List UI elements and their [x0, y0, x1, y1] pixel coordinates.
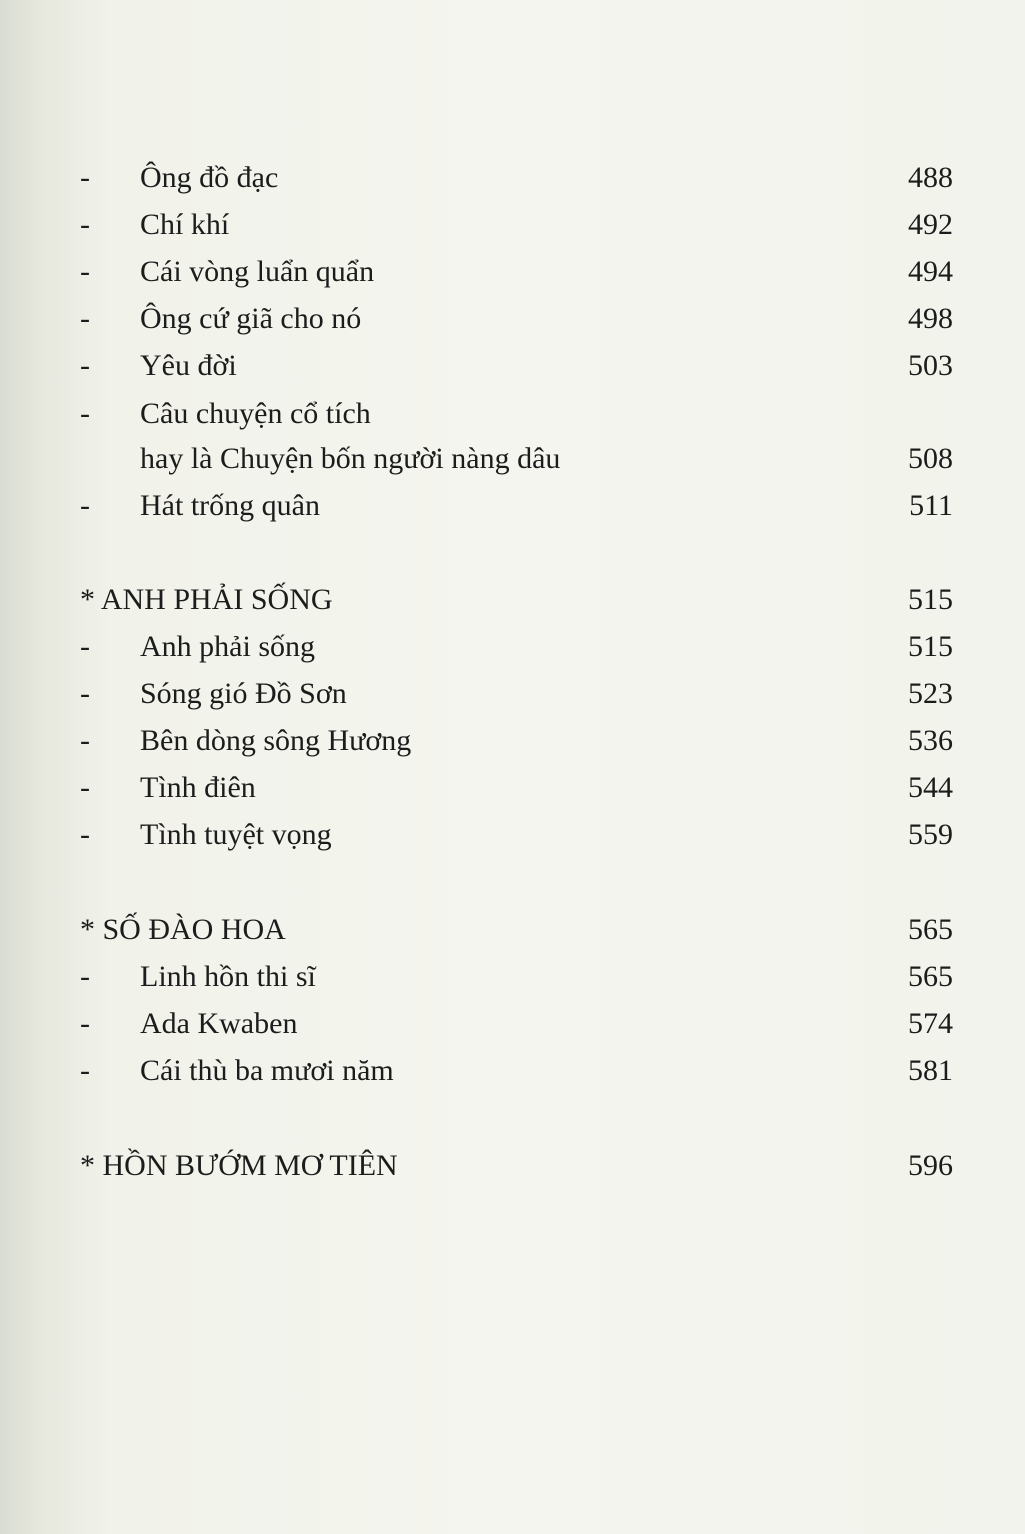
toc-entry	[0, 346, 1025, 386]
toc-entry-title: Ông cứ giã cho nó	[140, 302, 362, 335]
toc-entry-title: Ada Kwaben	[140, 1007, 298, 1040]
toc-dash: -	[80, 161, 90, 194]
toc-entry-title: Sóng gió Đồ Sơn	[140, 677, 347, 710]
toc-entry-title: Yêu đời	[140, 349, 237, 382]
toc-dash: -	[80, 397, 90, 430]
toc-entry	[0, 252, 1025, 292]
toc-entry-title: Linh hồn thi sĩ	[140, 960, 316, 993]
toc-entry-continuation	[0, 439, 1025, 479]
toc-dash: -	[80, 255, 90, 288]
section-title-so-dao-hoa: * SỐ ĐÀO HOA	[80, 913, 286, 946]
toc-page-number: 498	[908, 302, 953, 335]
toc-entry-title: Câu chuyện cổ tích	[140, 397, 371, 430]
toc-entry-title-line2: hay là Chuyện bốn người nàng dâu	[140, 442, 561, 475]
toc-dash: -	[80, 724, 90, 757]
toc-dash: -	[80, 349, 90, 382]
toc-dash: -	[80, 630, 90, 663]
toc-entry	[0, 815, 1025, 855]
toc-entry-title: Anh phải sống	[140, 630, 315, 663]
toc-entry	[0, 299, 1025, 339]
toc-page-number: 544	[908, 771, 953, 804]
toc-dash: -	[80, 208, 90, 241]
toc-page-number: 503	[908, 349, 953, 382]
toc-entry-title: Tình tuyệt vọng	[140, 818, 332, 851]
toc-dash: -	[80, 818, 90, 851]
toc-entry-title: Bên dòng sông Hương	[140, 724, 412, 757]
toc-dash: -	[80, 302, 90, 335]
toc-section-heading	[0, 1146, 1025, 1186]
toc-page-number: 511	[909, 489, 953, 522]
toc-dash: -	[80, 960, 90, 993]
toc-entry	[0, 721, 1025, 761]
toc-dash: -	[80, 677, 90, 710]
toc-dash: -	[80, 489, 90, 522]
toc-page-number: 581	[908, 1054, 953, 1087]
toc-entry	[0, 1004, 1025, 1044]
toc-entry-title: Cái thù ba mươi năm	[140, 1054, 394, 1087]
toc-entry	[0, 768, 1025, 808]
toc-page-number: 565	[908, 960, 953, 993]
toc-page-number: 492	[908, 208, 953, 241]
toc-entry	[0, 1051, 1025, 1091]
toc-entry-title: Hát trống quân	[140, 489, 320, 522]
toc-dash: -	[80, 771, 90, 804]
toc-entry-title: Cái vòng luẩn quẩn	[140, 255, 375, 288]
toc-entry-title: Tình điên	[140, 771, 256, 804]
toc-page-number: 596	[908, 1149, 953, 1182]
toc-page-number: 523	[908, 677, 953, 710]
section-title-hon-buom-mo-tien: * HỒN BƯỚM MƠ TIÊN	[80, 1149, 398, 1182]
toc-entry	[0, 627, 1025, 667]
toc-entry-title: Chí khí	[140, 208, 230, 241]
toc-entry	[0, 674, 1025, 714]
toc-page-number: 515	[908, 630, 953, 663]
section-title-anh-phai-song: * ANH PHẢI SỐNG	[80, 583, 333, 616]
toc-page-number: 488	[908, 161, 953, 194]
toc-entry	[0, 486, 1025, 526]
toc-entry	[0, 394, 1025, 434]
toc-dash: -	[80, 1007, 90, 1040]
toc-section-heading	[0, 910, 1025, 950]
toc-page-number: 515	[908, 583, 953, 616]
toc-section-heading	[0, 580, 1025, 620]
toc-page-number: 536	[908, 724, 953, 757]
toc-page-number: 494	[908, 255, 953, 288]
toc-entry	[0, 957, 1025, 997]
toc-page-number: 574	[908, 1007, 953, 1040]
toc-entry	[0, 205, 1025, 245]
toc-page-number: 508	[908, 442, 953, 475]
toc-entry	[0, 158, 1025, 198]
toc-entry-title: Ông đồ đạc	[140, 161, 279, 194]
toc-page-number: 565	[908, 913, 953, 946]
toc-page-number: 559	[908, 818, 953, 851]
toc-dash: -	[80, 1054, 90, 1087]
